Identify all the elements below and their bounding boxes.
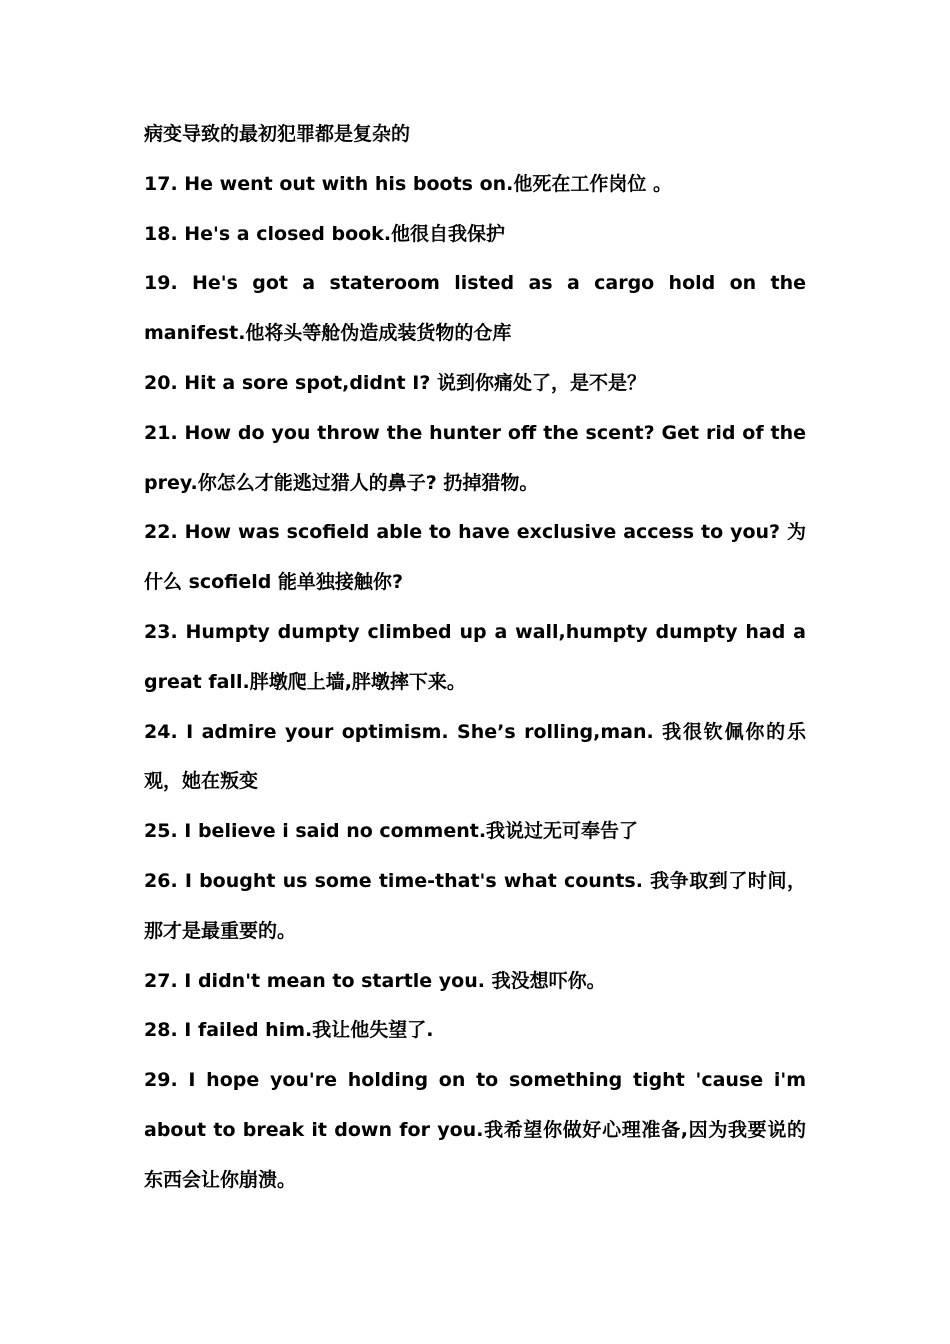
line-18: 18. He's a closed book.他很自我保护 [144,222,506,245]
line-19: 19. He's got a stateroom listed as a cargo hold on the manifest.他将头等舱伪造成装货物的仓库 [144,272,806,345]
document-body [144,110,806,1206]
line-25: 25. I believe i said no comment.我说过无可奉告了 [144,820,639,843]
line-20: 20. Hit a sore spot,didnt I? 说到你痛处了，是不是？ [144,371,646,394]
line-28: 28. I failed him.我让他失望了. [144,1019,434,1042]
line-26: 26. I bought us some time-that's what counts. 我争取到了时间，那才是最重要的。 [144,869,806,942]
line-23: 23. Humpty dumpty climbed up a wall,humpty dumpty had a great fall.胖墩爬上墙,胖墩摔下来。 [144,620,806,693]
line-22: 22. How was scofield able to have exclusive access to you? 为什么 scofield 能单独接触你? [144,521,806,594]
line-17: 17. He went out with his boots on.他死在工作岗位 。 [144,172,672,195]
line-27: 27. I didn't mean to startle you. 我没想吓你。 [144,969,606,992]
line-0: 病变导致的最初犯罪都是复杂的 [144,123,411,145]
line-24: 24. I admire your optimism. She’s rolling,man. 我很钦佩你的乐观，她在叛变 [144,720,806,793]
line-21: 21. How do you throw the hunter off the scent? Get rid of the prey.你怎么才能逃过猎人的鼻子? 扔掉猎物。 [144,421,806,494]
line-29: 29. I hope you're holding on to something tight 'cause i'm about to break it down for you.我希望你做好心理准备,因为我要说的东西会让你崩溃。 [144,1069,806,1191]
